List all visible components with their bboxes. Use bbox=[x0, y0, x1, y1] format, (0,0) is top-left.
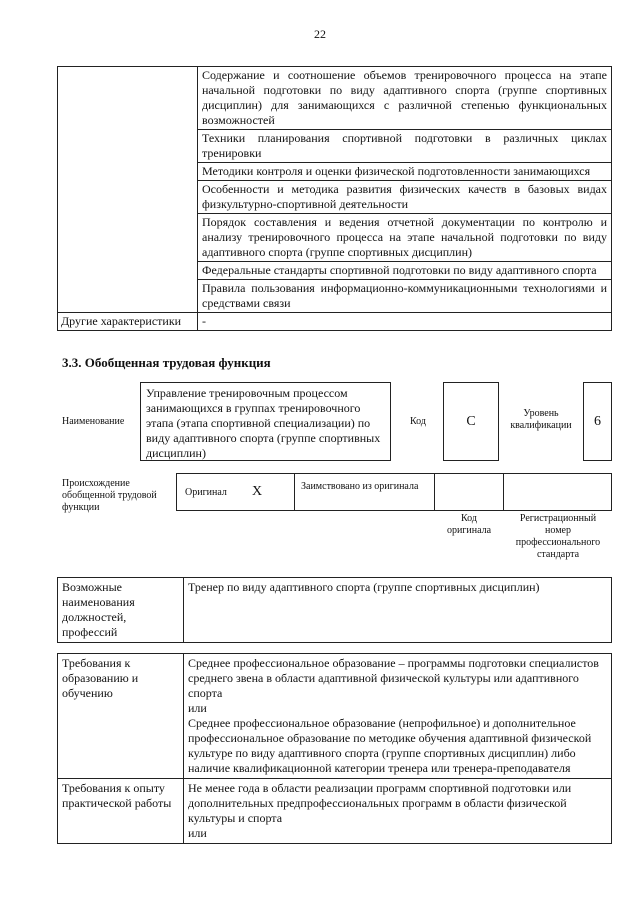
education-line: или bbox=[188, 701, 207, 715]
education-value bbox=[184, 654, 612, 779]
table-cell: Правила пользования информационно-коммуникационными технологиями и средствами связи bbox=[198, 280, 612, 313]
positions-table bbox=[57, 577, 612, 643]
other-characteristics-label: Другие характеристики bbox=[58, 313, 198, 331]
experience-label: Требования к опыту практической работы bbox=[58, 779, 184, 844]
table-cell: Методики контроля и оценки физической подготовленности занимающихся bbox=[198, 163, 612, 181]
table-cell: Федеральные стандарты спортивной подготовки по виду адаптивного спорта bbox=[198, 262, 612, 280]
registration-number-caption: Регистрационный номер профессионального стандарта bbox=[515, 513, 601, 560]
education-line: Среднее профессиональное образование – программы подготовки специалистов среднего звена в области адаптивной физической культуры или адаптивного спорта bbox=[188, 656, 599, 700]
original-mark: X bbox=[252, 484, 263, 499]
education-label: Требования к образованию и обучению bbox=[58, 654, 184, 779]
positions-label: Возможные наименования должностей, профессий bbox=[58, 578, 184, 643]
qualification-level-box: 6 bbox=[583, 382, 612, 461]
divider bbox=[434, 473, 435, 511]
table-cell: Особенности и методика развития физических качеств в базовых видах физкультурно-спортивной деятельности bbox=[198, 181, 612, 214]
qualification-level-label: Уровень квалификации bbox=[510, 408, 572, 431]
experience-value bbox=[184, 779, 612, 844]
divider bbox=[294, 473, 295, 511]
experience-line: Не менее года в области реализации программ спортивной подготовки или дополнительных предпрофессиональных программ в области физической культуры и спорта bbox=[188, 781, 572, 825]
original-label: Оригинал bbox=[185, 487, 227, 498]
name-label: Наименование bbox=[62, 416, 125, 427]
table-cell: Техники планирования спортивной подготовки в различных циклах тренировки bbox=[198, 130, 612, 163]
table-left-cell bbox=[58, 67, 198, 313]
table-row bbox=[58, 578, 612, 643]
code-original-caption: Код оригинала bbox=[446, 513, 492, 536]
requirements-table bbox=[57, 653, 612, 844]
table-cell: Порядок составления и ведения отчетной документации по контролю и анализу тренировочного процесса на этапе начальной подготовки по виду адаптивного спорта (группе спортивных дисциплин) bbox=[198, 214, 612, 262]
table-row bbox=[58, 654, 612, 779]
section-title: 3.3. Обобщенная трудовая функция bbox=[62, 355, 271, 370]
other-characteristics-value: - bbox=[198, 313, 612, 331]
positions-value: Тренер по виду адаптивного спорта (группе спортивных дисциплин) bbox=[184, 578, 612, 643]
code-box: C bbox=[443, 382, 499, 461]
divider bbox=[503, 473, 504, 511]
knowledge-table bbox=[57, 66, 612, 331]
table-cell: Содержание и соотношение объемов тренировочного процесса на этапе начальной подготовки по виду адаптивного спорта (группе спортивных дисциплин) для занимающихся с различной степенью функциональных возможностей bbox=[198, 67, 612, 130]
borrowed-label: Заимствовано из оригинала bbox=[301, 481, 419, 492]
page-number: 22 bbox=[314, 27, 326, 41]
education-line: Среднее профессиональное образование (непрофильное) и дополнительное профессиональное образование по методике обучения адаптивной физической культуре по виду адаптивного спорта (группе спортивных дисциплин) либо наличие квалификационной категории тренера или тренера-преподавателя bbox=[188, 716, 592, 775]
experience-line: или bbox=[188, 826, 207, 840]
table-row bbox=[58, 779, 612, 844]
function-name-box: Управление тренировочным процессом занимающихся в группах тренировочного этапа (этапа спортивной специализации) по виду адаптивного спорта (группе спортивных дисциплин) bbox=[140, 382, 391, 461]
table-row bbox=[58, 313, 612, 331]
table-row bbox=[58, 67, 612, 130]
origin-label: Происхождение обобщенной трудовой функции bbox=[62, 478, 157, 513]
code-label: Код bbox=[410, 416, 426, 427]
